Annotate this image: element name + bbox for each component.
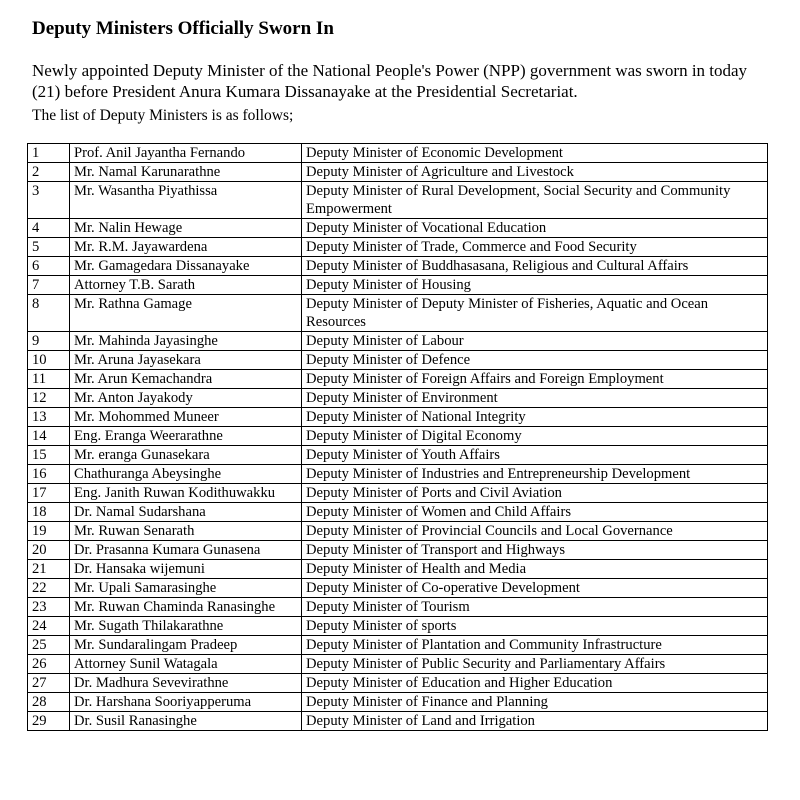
minister-name-cell: Mr. Wasantha Piyathissa (70, 182, 302, 219)
row-number-cell: 3 (28, 182, 70, 219)
minister-name-cell: Dr. Harshana Sooriyapperuma (70, 693, 302, 712)
table-row (28, 712, 768, 731)
list-lead-text: The list of Deputy Ministers is as follows; (32, 107, 294, 124)
minister-name-cell: Dr. Hansaka wijemuni (70, 560, 302, 579)
row-number-cell: 2 (28, 163, 70, 182)
portfolio-cell: Deputy Minister of Digital Economy (302, 427, 768, 446)
row-number-cell: 20 (28, 541, 70, 560)
table-row (28, 182, 768, 219)
row-number-cell: 12 (28, 389, 70, 408)
deputy-ministers-table (27, 143, 768, 731)
portfolio-cell: Deputy Minister of Health and Media (302, 560, 768, 579)
table-row (28, 257, 768, 276)
minister-name-cell: Dr. Susil Ranasinghe (70, 712, 302, 731)
minister-name-cell: Mr. R.M. Jayawardena (70, 238, 302, 257)
table-row (28, 351, 768, 370)
portfolio-cell: Deputy Minister of Economic Development (302, 144, 768, 163)
minister-name-cell: Mr. Mahinda Jayasinghe (70, 332, 302, 351)
minister-name-cell: Mr. Sugath Thilakarathne (70, 617, 302, 636)
portfolio-cell: Deputy Minister of Foreign Affairs and Foreign Employment (302, 370, 768, 389)
minister-name-cell: Eng. Eranga Weerarathne (70, 427, 302, 446)
row-number-cell: 4 (28, 219, 70, 238)
row-number-cell: 24 (28, 617, 70, 636)
minister-name-cell: Mr. Upali Samarasinghe (70, 579, 302, 598)
minister-name-cell: Mr. Nalin Hewage (70, 219, 302, 238)
portfolio-cell: Deputy Minister of Public Security and Parliamentary Affairs (302, 655, 768, 674)
row-number-cell: 11 (28, 370, 70, 389)
row-number-cell: 8 (28, 295, 70, 332)
table-row (28, 219, 768, 238)
minister-name-cell: Mr. Arun Kemachandra (70, 370, 302, 389)
portfolio-cell: Deputy Minister of Agriculture and Livestock (302, 163, 768, 182)
table-row (28, 446, 768, 465)
portfolio-cell: Deputy Minister of Land and Irrigation (302, 712, 768, 731)
row-number-cell: 19 (28, 522, 70, 541)
minister-name-cell: Mr. Mohommed Muneer (70, 408, 302, 427)
row-number-cell: 6 (28, 257, 70, 276)
table-row (28, 465, 768, 484)
minister-name-cell: Mr. Rathna Gamage (70, 295, 302, 332)
portfolio-cell: Deputy Minister of Ports and Civil Aviation (302, 484, 768, 503)
portfolio-cell: Deputy Minister of Transport and Highways (302, 541, 768, 560)
table-row (28, 598, 768, 617)
portfolio-cell: Deputy Minister of Vocational Education (302, 219, 768, 238)
table-row (28, 674, 768, 693)
row-number-cell: 29 (28, 712, 70, 731)
portfolio-cell: Deputy Minister of Deputy Minister of Fisheries, Aquatic and Ocean Resources (302, 295, 768, 332)
row-number-cell: 25 (28, 636, 70, 655)
table-row (28, 163, 768, 182)
table-row (28, 541, 768, 560)
row-number-cell: 15 (28, 446, 70, 465)
table-row (28, 484, 768, 503)
row-number-cell: 10 (28, 351, 70, 370)
row-number-cell: 28 (28, 693, 70, 712)
table-row (28, 579, 768, 598)
minister-name-cell: Prof. Anil Jayantha Fernando (70, 144, 302, 163)
minister-name-cell: Dr. Namal Sudarshana (70, 503, 302, 522)
minister-name-cell: Mr. eranga Gunasekara (70, 446, 302, 465)
portfolio-cell: Deputy Minister of Industries and Entrepreneurship Development (302, 465, 768, 484)
minister-name-cell: Dr. Madhura Sevevirathne (70, 674, 302, 693)
row-number-cell: 22 (28, 579, 70, 598)
deputy-ministers-table-body (28, 144, 768, 731)
portfolio-cell: Deputy Minister of Buddhasasana, Religious and Cultural Affairs (302, 257, 768, 276)
table-row (28, 370, 768, 389)
minister-name-cell: Mr. Gamagedara Dissanayake (70, 257, 302, 276)
table-row (28, 693, 768, 712)
portfolio-cell: Deputy Minister of National Integrity (302, 408, 768, 427)
minister-name-cell: Dr. Prasanna Kumara Gunasena (70, 541, 302, 560)
row-number-cell: 16 (28, 465, 70, 484)
portfolio-cell: Deputy Minister of Rural Development, Social Security and Community Empowerment (302, 182, 768, 219)
intro-paragraph: Newly appointed Deputy Minister of the National People's Power (NPP) government was sworn in today (21) before President Anura Kumara Dissanayake at the Presidential Secretariat. (32, 61, 748, 101)
minister-name-cell: Attorney Sunil Watagala (70, 655, 302, 674)
table-row (28, 503, 768, 522)
row-number-cell: 27 (28, 674, 70, 693)
table-row (28, 427, 768, 446)
table-row (28, 522, 768, 541)
table-row (28, 144, 768, 163)
row-number-cell: 7 (28, 276, 70, 295)
portfolio-cell: Deputy Minister of Environment (302, 389, 768, 408)
portfolio-cell: Deputy Minister of Plantation and Community Infrastructure (302, 636, 768, 655)
portfolio-cell: Deputy Minister of Finance and Planning (302, 693, 768, 712)
minister-name-cell: Mr. Sundaralingam Pradeep (70, 636, 302, 655)
portfolio-cell: Deputy Minister of Co-operative Development (302, 579, 768, 598)
portfolio-cell: Deputy Minister of Women and Child Affairs (302, 503, 768, 522)
row-number-cell: 9 (28, 332, 70, 351)
table-row (28, 655, 768, 674)
minister-name-cell: Mr. Ruwan Chaminda Ranasinghe (70, 598, 302, 617)
portfolio-cell: Deputy Minister of sports (302, 617, 768, 636)
minister-name-cell: Mr. Namal Karunarathne (70, 163, 302, 182)
row-number-cell: 18 (28, 503, 70, 522)
row-number-cell: 5 (28, 238, 70, 257)
portfolio-cell: Deputy Minister of Labour (302, 332, 768, 351)
table-row (28, 617, 768, 636)
portfolio-cell: Deputy Minister of Defence (302, 351, 768, 370)
table-row (28, 560, 768, 579)
portfolio-cell: Deputy Minister of Tourism (302, 598, 768, 617)
minister-name-cell: Mr. Ruwan Senarath (70, 522, 302, 541)
row-number-cell: 26 (28, 655, 70, 674)
table-row (28, 276, 768, 295)
minister-name-cell: Eng. Janith Ruwan Kodithuwakku (70, 484, 302, 503)
page-title: Deputy Ministers Officially Sworn In (32, 18, 334, 39)
portfolio-cell: Deputy Minister of Provincial Councils and Local Governance (302, 522, 768, 541)
minister-name-cell: Attorney T.B. Sarath (70, 276, 302, 295)
row-number-cell: 1 (28, 144, 70, 163)
portfolio-cell: Deputy Minister of Youth Affairs (302, 446, 768, 465)
row-number-cell: 21 (28, 560, 70, 579)
portfolio-cell: Deputy Minister of Housing (302, 276, 768, 295)
table-row (28, 332, 768, 351)
table-row (28, 389, 768, 408)
minister-name-cell: Mr. Anton Jayakody (70, 389, 302, 408)
table-row (28, 408, 768, 427)
portfolio-cell: Deputy Minister of Trade, Commerce and Food Security (302, 238, 768, 257)
row-number-cell: 13 (28, 408, 70, 427)
row-number-cell: 23 (28, 598, 70, 617)
table-row (28, 295, 768, 332)
portfolio-cell: Deputy Minister of Education and Higher Education (302, 674, 768, 693)
table-row (28, 238, 768, 257)
row-number-cell: 14 (28, 427, 70, 446)
row-number-cell: 17 (28, 484, 70, 503)
minister-name-cell: Mr. Aruna Jayasekara (70, 351, 302, 370)
table-row (28, 636, 768, 655)
minister-name-cell: Chathuranga Abeysinghe (70, 465, 302, 484)
